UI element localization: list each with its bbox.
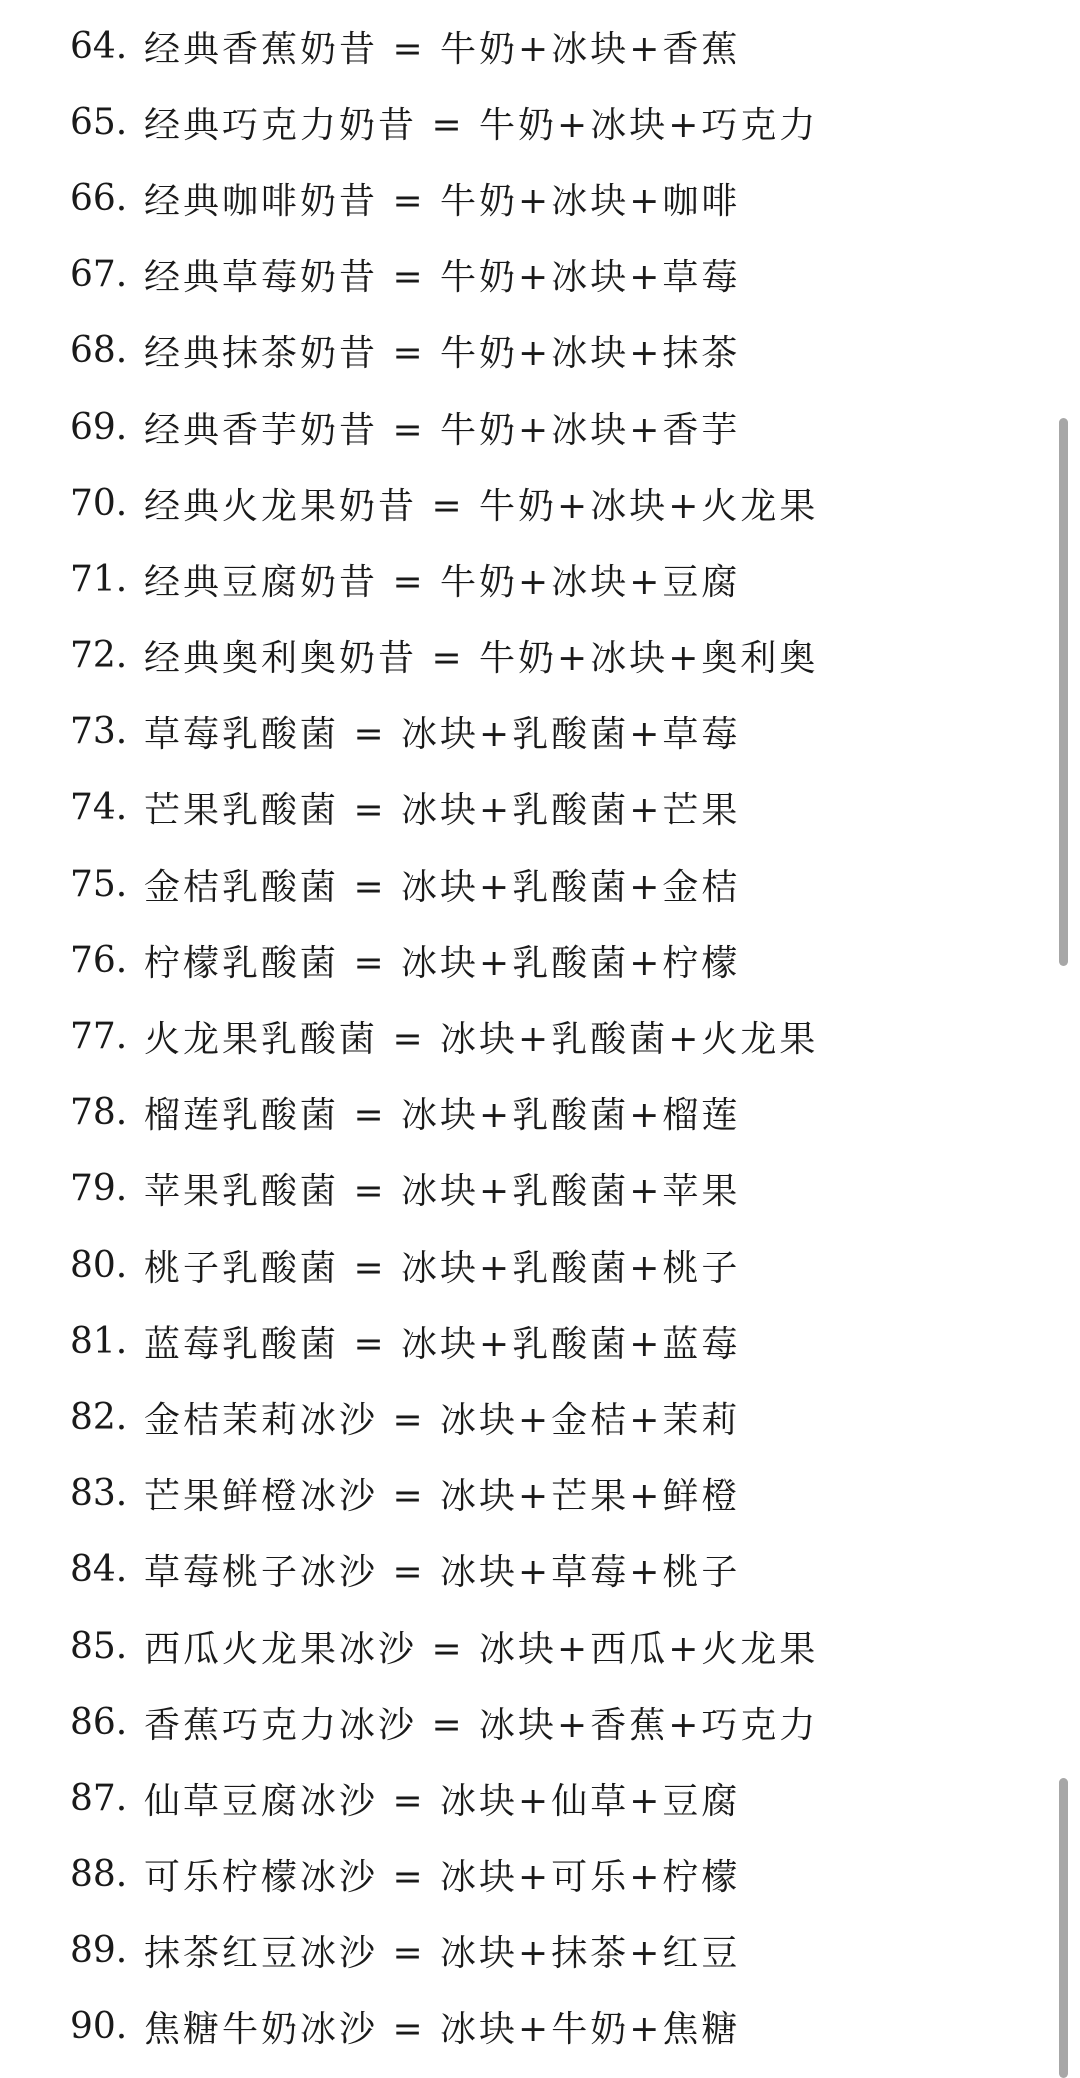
recipe-item xyxy=(70,313,1030,389)
recipe-item xyxy=(70,8,1030,84)
recipe-number: 67. xyxy=(70,254,128,296)
recipe-formula: 芒果乳酸菌 = 冰块+乳酸菌+芒果 xyxy=(144,790,741,832)
recipe-formula: 抹茶红豆冰沙 = 冰块+抹茶+红豆 xyxy=(144,1933,741,1975)
recipe-number: 69. xyxy=(70,406,128,448)
recipe-formula: 榴莲乳酸菌 = 冰块+乳酸菌+榴莲 xyxy=(144,1095,741,1137)
recipe-item xyxy=(70,618,1030,694)
recipe-item xyxy=(70,1684,1030,1760)
recipe-number: 85. xyxy=(70,1625,128,1667)
recipe-number: 86. xyxy=(70,1701,128,1743)
recipe-number: 66. xyxy=(70,177,128,219)
recipe-formula: 桃子乳酸菌 = 冰块+乳酸菌+桃子 xyxy=(144,1247,741,1289)
recipe-formula: 草莓桃子冰沙 = 冰块+草莓+桃子 xyxy=(144,1552,741,1594)
recipe-formula: 草莓乳酸菌 = 冰块+乳酸菌+草莓 xyxy=(144,714,741,756)
recipe-item xyxy=(70,1608,1030,1684)
recipe-formula: 焦糖牛奶冰沙 = 冰块+牛奶+焦糖 xyxy=(144,2009,741,2051)
recipe-number: 81. xyxy=(70,1320,128,1362)
recipe-item xyxy=(70,1989,1030,2065)
recipe-item xyxy=(70,1456,1030,1532)
recipe-number: 89. xyxy=(70,1930,128,1972)
recipe-item xyxy=(70,770,1030,846)
recipe-formula: 西瓜火龙果冰沙 = 冰块+西瓜+火龙果 xyxy=(144,1628,819,1670)
recipe-number: 80. xyxy=(70,1244,128,1286)
recipe-number: 73. xyxy=(70,711,128,753)
recipe-formula: 金桔茉莉冰沙 = 冰块+金桔+茉莉 xyxy=(144,1399,741,1441)
recipe-item xyxy=(70,1151,1030,1227)
recipe-formula: 经典巧克力奶昔 = 牛奶+冰块+巧克力 xyxy=(144,104,819,146)
recipe-number: 70. xyxy=(70,482,128,524)
recipe-number: 68. xyxy=(70,330,128,372)
recipe-item xyxy=(70,1379,1030,1455)
recipe-formula: 经典奥利奥奶昔 = 牛奶+冰块+奥利奥 xyxy=(144,638,819,680)
recipe-number: 76. xyxy=(70,939,128,981)
recipe-formula: 火龙果乳酸菌 = 冰块+乳酸菌+火龙果 xyxy=(144,1019,819,1061)
recipe-item xyxy=(70,541,1030,617)
recipe-formula: 苹果乳酸菌 = 冰块+乳酸菌+苹果 xyxy=(144,1171,741,1213)
recipe-item xyxy=(70,160,1030,236)
recipe-item xyxy=(70,389,1030,465)
recipe-formula: 经典咖啡奶昔 = 牛奶+冰块+咖啡 xyxy=(144,180,741,222)
recipe-item xyxy=(70,1075,1030,1151)
recipe-item xyxy=(70,998,1030,1074)
recipe-item xyxy=(70,1532,1030,1608)
recipe-number: 74. xyxy=(70,787,128,829)
recipe-formula: 经典豆腐奶昔 = 牛奶+冰块+豆腐 xyxy=(144,561,741,603)
recipe-item xyxy=(70,922,1030,998)
recipe-item xyxy=(70,237,1030,313)
recipe-formula: 芒果鲜橙冰沙 = 冰块+芒果+鲜橙 xyxy=(144,1476,741,1518)
recipe-item xyxy=(70,1913,1030,1989)
recipe-item xyxy=(70,1760,1030,1836)
recipe-formula: 香蕉巧克力冰沙 = 冰块+香蕉+巧克力 xyxy=(144,1704,819,1746)
recipe-number: 79. xyxy=(70,1168,128,1210)
scrollbar-thumb-upper[interactable] xyxy=(1059,418,1068,966)
recipe-number: 90. xyxy=(70,2006,128,2048)
recipe-number: 72. xyxy=(70,635,128,677)
recipe-formula: 蓝莓乳酸菌 = 冰块+乳酸菌+蓝莓 xyxy=(144,1323,741,1365)
recipe-list xyxy=(70,8,1030,2065)
recipe-formula: 可乐柠檬冰沙 = 冰块+可乐+柠檬 xyxy=(144,1857,741,1899)
recipe-formula: 柠檬乳酸菌 = 冰块+乳酸菌+柠檬 xyxy=(144,942,741,984)
recipe-formula: 经典香芋奶昔 = 牛奶+冰块+香芋 xyxy=(144,409,741,451)
recipe-number: 82. xyxy=(70,1396,128,1438)
scrollbar-thumb-lower[interactable] xyxy=(1059,1778,1068,2078)
recipe-number: 71. xyxy=(70,558,128,600)
recipe-number: 83. xyxy=(70,1473,128,1515)
recipe-number: 88. xyxy=(70,1854,128,1896)
recipe-item xyxy=(70,465,1030,541)
recipe-item xyxy=(70,1303,1030,1379)
recipe-item xyxy=(70,694,1030,770)
recipe-formula: 经典草莓奶昔 = 牛奶+冰块+草莓 xyxy=(144,257,741,299)
recipe-number: 78. xyxy=(70,1092,128,1134)
recipe-item xyxy=(70,1837,1030,1913)
recipe-formula: 经典火龙果奶昔 = 牛奶+冰块+火龙果 xyxy=(144,485,819,527)
recipe-number: 64. xyxy=(70,25,128,67)
recipe-formula: 经典香蕉奶昔 = 牛奶+冰块+香蕉 xyxy=(144,28,741,70)
recipe-item xyxy=(70,1227,1030,1303)
recipe-number: 77. xyxy=(70,1016,128,1058)
recipe-number: 75. xyxy=(70,863,128,905)
recipe-item xyxy=(70,84,1030,160)
recipe-number: 84. xyxy=(70,1549,128,1591)
recipe-number: 65. xyxy=(70,101,128,143)
recipe-number: 87. xyxy=(70,1777,128,1819)
recipe-formula: 经典抹茶奶昔 = 牛奶+冰块+抹茶 xyxy=(144,333,741,375)
recipe-formula: 金桔乳酸菌 = 冰块+乳酸菌+金桔 xyxy=(144,866,741,908)
recipe-formula: 仙草豆腐冰沙 = 冰块+仙草+豆腐 xyxy=(144,1780,741,1822)
recipe-item xyxy=(70,846,1030,922)
